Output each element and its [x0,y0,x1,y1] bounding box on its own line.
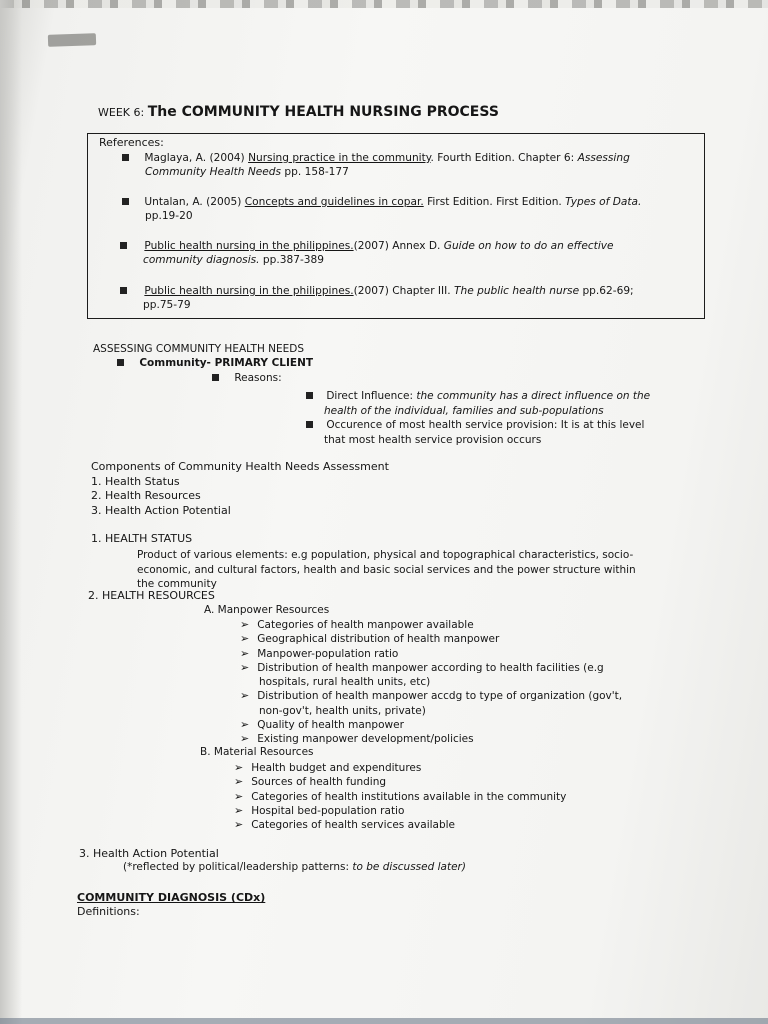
square-bullet-icon [122,154,129,161]
list-item: ➢ Quality of health manpower [240,718,404,732]
health-status-text: Product of various elements: e.g population, physical and topographical characteristics, socio- economic, and cultural factors, health and basic social services and the power structure within the community [137,549,636,590]
list-item: 2. Health Resources [91,489,201,502]
health-action-note: (*reflected by political/leadership patterns: to be discussed later) [123,861,466,873]
reference-2: Untalan, A. (2005) Concepts and guidelines in copar. First Edition. First Edition. Types of Data. pp.19-20 [122,195,641,223]
reference-1: Maglaya, A. (2004) Nursing practice in the community. Fourth Edition. Chapter 6: Assessing Community Health Needs pp. 158-177 [122,151,630,179]
arrow-bullet-icon: ➢ [234,775,244,789]
list-item: ➢ Existing manpower development/policies [240,732,474,746]
arrow-bullet-icon: ➢ [240,718,250,732]
references-label: References: [99,136,164,149]
square-bullet-icon [120,242,127,249]
list-item: 3. Health Action Potential [91,503,231,517]
binder-tab [48,33,96,47]
list-item: ➢ Categories of health institutions available in the community [234,789,567,803]
health-status-heading: 1. HEALTH STATUS [91,532,193,545]
square-bullet-icon [306,421,313,428]
reference-3: Public health nursing in the philippines.(2007) Annex D. Guide on how to do an effective community diagnosis. pp.387-389 [120,239,614,267]
definitions-label: Definitions: [77,905,140,918]
arrow-bullet-icon: ➢ [240,660,250,674]
material-heading: B. Material Resources [200,746,314,758]
list-item: ➢ Geographical distribution of health manpower [240,632,500,646]
square-bullet-icon [117,359,124,366]
arrow-bullet-icon: ➢ [234,818,244,832]
arrow-bullet-icon: ➢ [234,803,244,817]
list-item: ➢ Distribution of health manpower according to health facilities (e.g [240,660,604,674]
reason-direct-influence: Direct Influence: the community has a direct influence on the health of the individual, families and sub-populations [306,389,650,419]
list-item: ➢ Hospital bed-population ratio [234,803,405,817]
page-top-edge [0,0,768,8]
reference-4: Public health nursing in the philippines.(2007) Chapter III. The public health nurse pp.62-69; pp.75-79 [120,284,634,312]
square-bullet-icon [120,287,127,294]
list-item: ➢ Categories of health manpower available [240,618,474,631]
list-item-continued: non-gov't, health units, private) [259,704,426,717]
community-diagnosis-heading: COMMUNITY DIAGNOSIS (CDx) [77,891,266,904]
components-section: Components of Community Health Needs Assessment 1. Health Status 2. Health Resources 3. Health Action Potential [91,460,389,517]
page-title: WEEK 6: The COMMUNITY HEALTH NURSING PROCESS [98,104,499,120]
page-bottom-edge [0,1018,768,1024]
health-action-heading: 3. Health Action Potential [79,847,219,860]
primary-client: Community- PRIMARY CLIENT [117,357,313,369]
manpower-heading: A. Manpower Resources [204,604,330,616]
material-list [234,761,566,832]
assessing-heading: ASSESSING COMMUNITY HEALTH NEEDS [93,343,305,355]
arrow-bullet-icon: ➢ [234,761,244,774]
list-item: ➢ Categories of health services available [234,818,455,832]
list-item: ➢ Manpower-population ratio [240,646,399,660]
square-bullet-icon [212,374,219,381]
arrow-bullet-icon: ➢ [240,646,250,660]
arrow-bullet-icon: ➢ [240,632,250,646]
list-item-continued: hospitals, rural health units, etc) [259,676,431,689]
list-item: 1. Health Status [91,474,180,488]
reasons-label: Reasons: [212,372,282,384]
arrow-bullet-icon: ➢ [240,689,250,703]
list-item: ➢ Distribution of health manpower accdg to type of organization (gov't, [240,689,623,703]
arrow-bullet-icon: ➢ [234,789,244,803]
manpower-list [240,618,622,747]
arrow-bullet-icon: ➢ [240,618,250,631]
reason-occurence: Occurence of most health service provision: It is at this level that most health service provision occurs [306,418,644,448]
health-resources-heading: 2. HEALTH RESOURCES [88,589,215,602]
square-bullet-icon [306,392,313,399]
arrow-bullet-icon: ➢ [240,732,250,746]
list-item: ➢ Sources of health funding [234,775,387,789]
square-bullet-icon [122,198,129,205]
page-shadow [0,0,22,1024]
list-item: ➢ Health budget and expenditures [234,761,422,774]
